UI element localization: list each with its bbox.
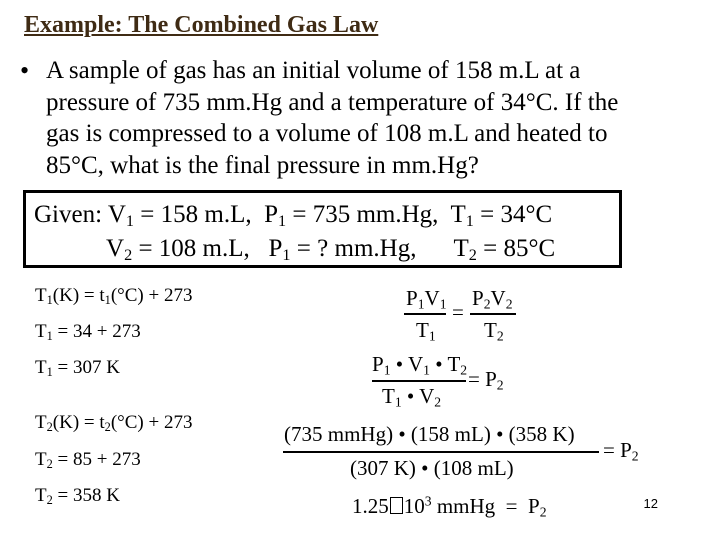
t2-result: $T_2 = 358$ K — [35, 485, 120, 508]
page-number: 12 — [643, 496, 658, 511]
bullet-icon: • — [20, 56, 30, 85]
t1-result: $T_1 = 307$ K — [35, 357, 120, 380]
final-pressure-result: 1.25 $10^3$ mmHg = $P_2$ — [352, 493, 547, 520]
given-box — [23, 190, 622, 268]
problem-line: gas is compressed to a volume of 108 m.L and heated to — [46, 120, 608, 147]
slide-title: Example: The Combined Gas Law — [24, 12, 379, 38]
problem-statement — [46, 55, 706, 181]
given-line-2: $V_2 = 108$ m.L, $P_1$ = ? mm.Hg, $T_2 = 85^\circ C$ — [106, 235, 556, 265]
t1-kelvin-formula: $T_1(K) = t_1(^\circ C) + 273$ — [35, 285, 193, 308]
problem-line: 85°C, what is the final pressure in mm.Hg? — [46, 151, 479, 179]
t2-kelvin-formula: $T_2(K) = t_2(^\circ C) + 273$ — [35, 412, 193, 435]
problem-line: A sample of gas has an initial volume of 158 m.L at a — [46, 57, 581, 84]
t1-sum: $T_1 = 34 + 273$ — [35, 321, 141, 344]
problem-line: pressure of 735 mm.Hg and a temperature of 34°C. If the — [46, 88, 619, 116]
given-line-1: Given: $V_1 = 158$ m.L, $P_1 = 735$ mm.Hg, $T_1 = 34^\circ C$ — [34, 201, 553, 231]
t2-sum: $T_2 = 85 + 273$ — [35, 449, 141, 472]
